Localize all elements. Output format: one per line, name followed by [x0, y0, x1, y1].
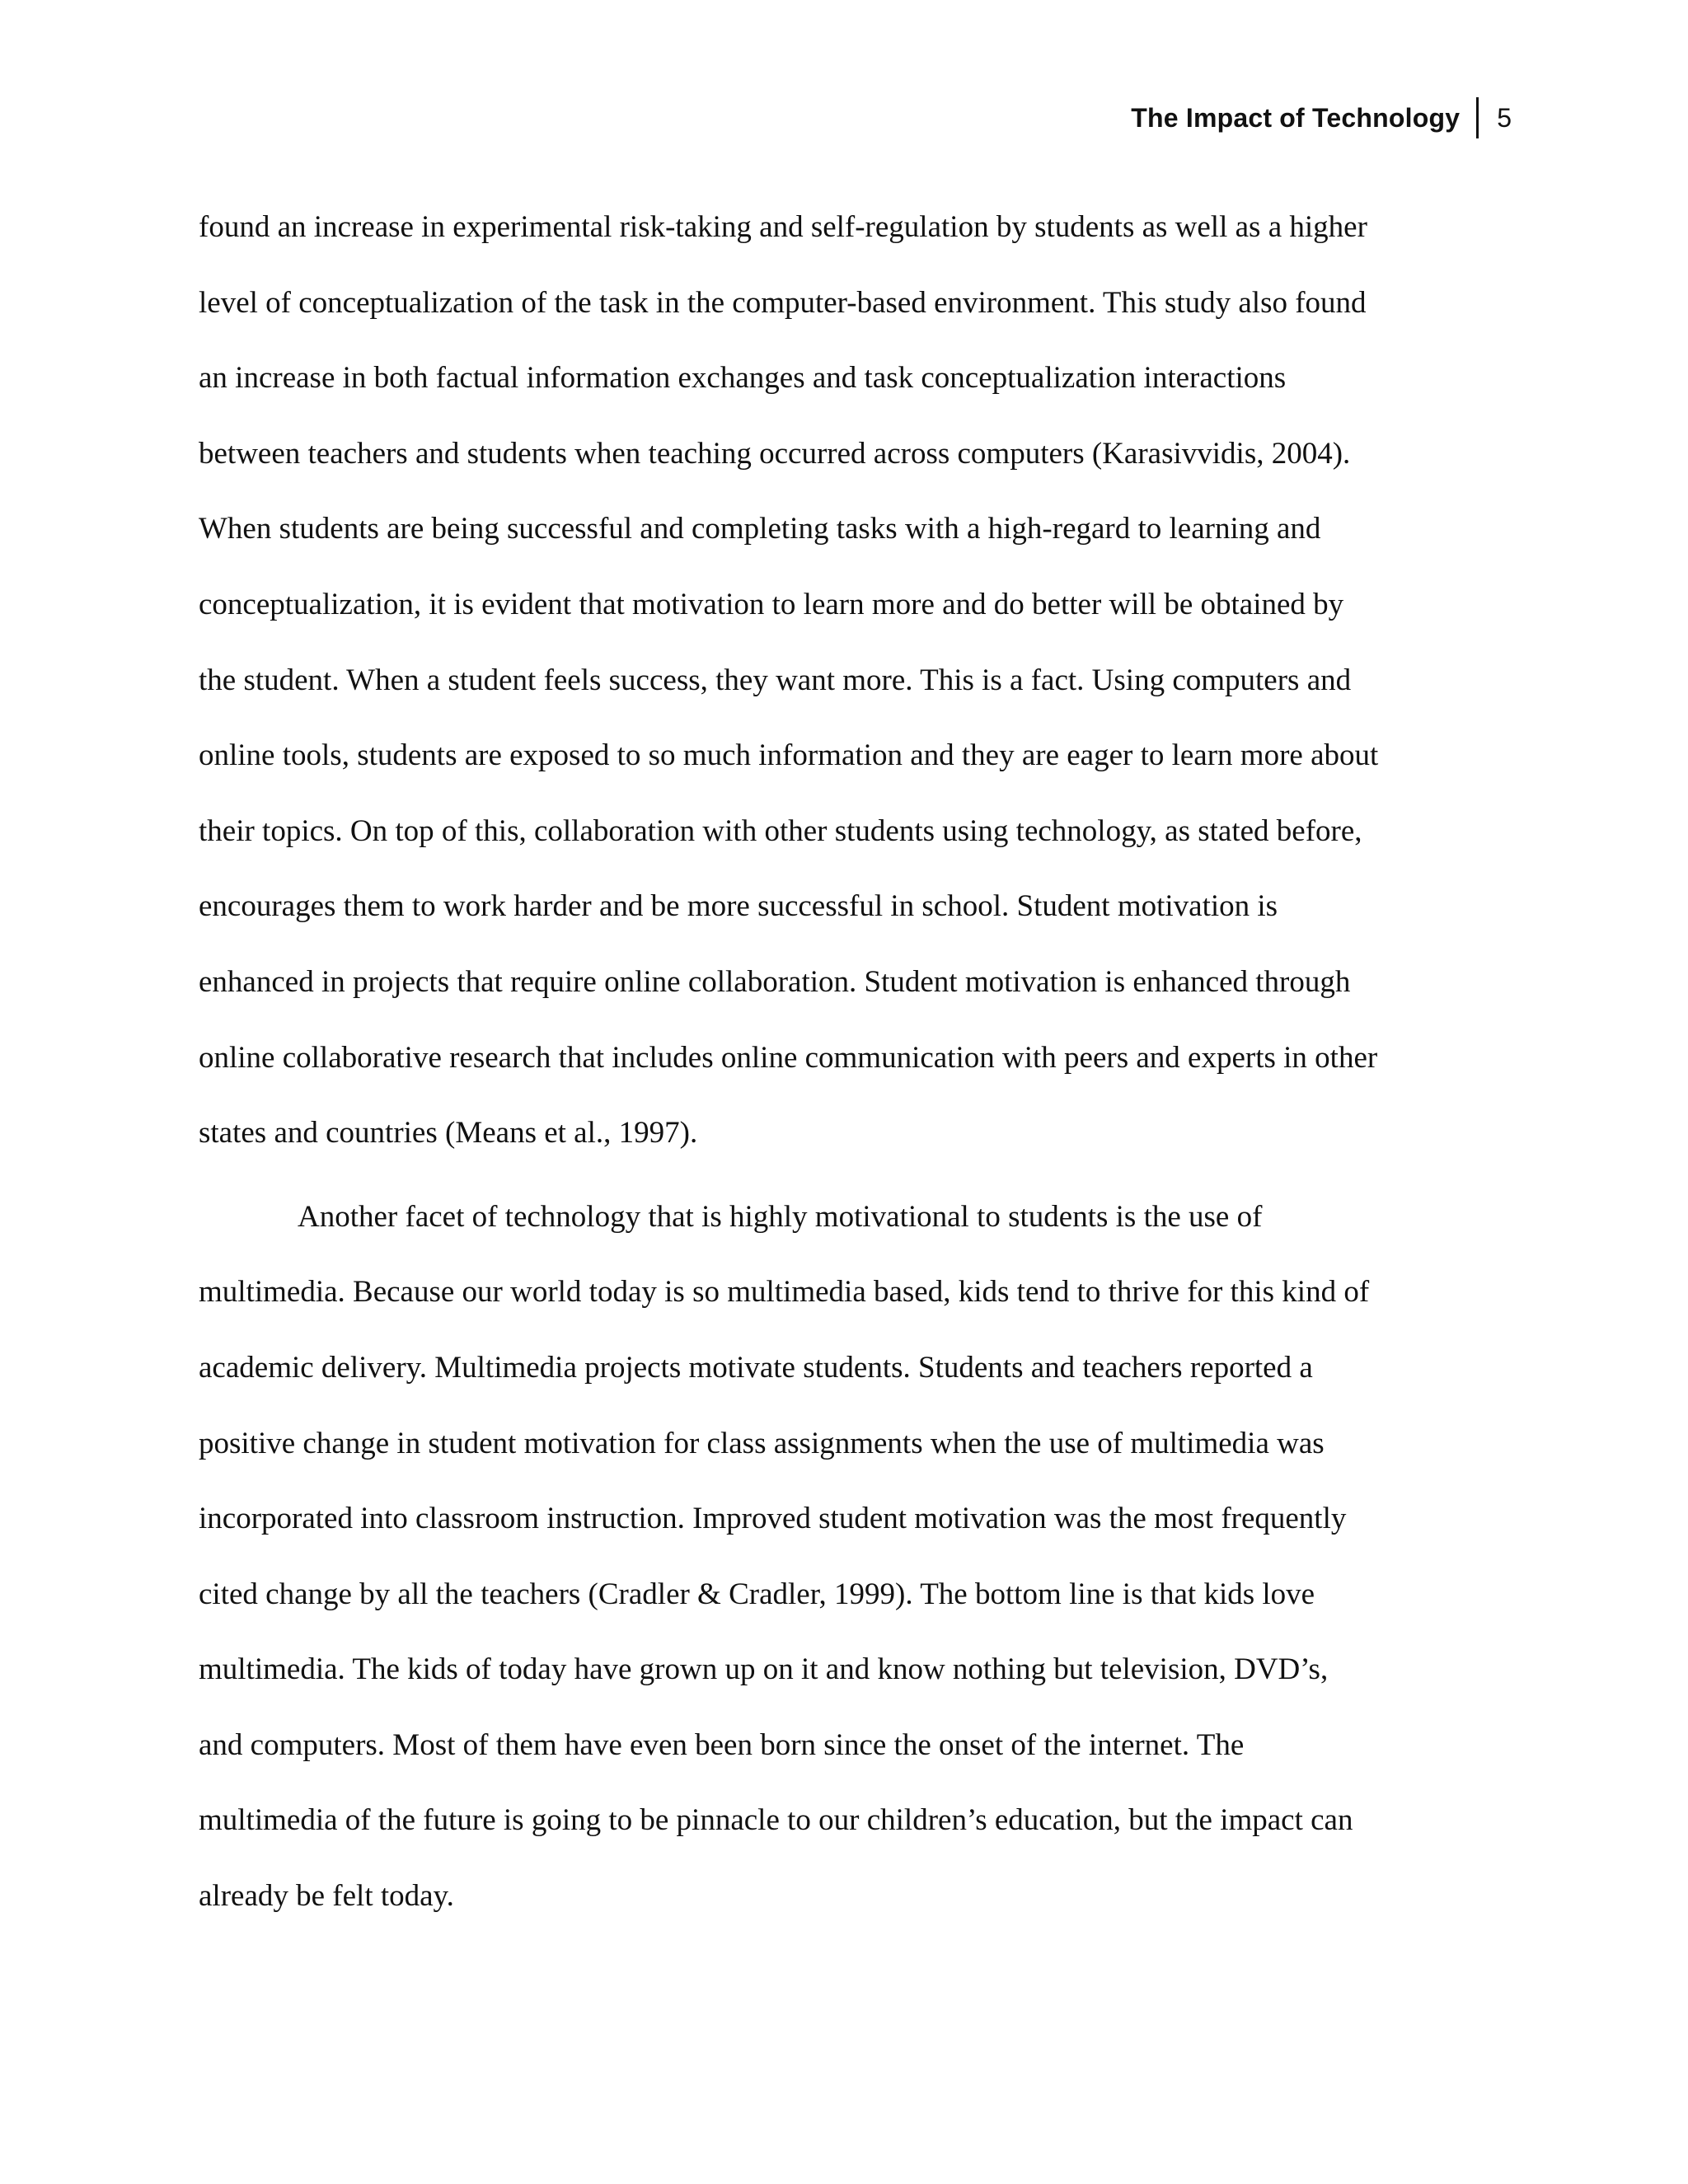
- text-line: When students are being successful and completing tasks with a high-regard to learning and: [199, 512, 1321, 546]
- text-line: academic delivery. Multimedia projects motivate students. Students and teachers reported a: [199, 1350, 1313, 1385]
- paragraph-spacer: [199, 1171, 1484, 1179]
- header-divider: [1476, 97, 1479, 138]
- text-line: states and countries (Means et al., 1997).: [199, 1116, 698, 1151]
- running-header: [1131, 97, 1512, 138]
- text-line: positive change in student motivation for class assignments when the use of multimedia was: [199, 1426, 1325, 1460]
- text-line: their topics. On top of this, collaboration with other students using technology, as stated before,: [199, 813, 1362, 848]
- text-line: multimedia of the future is going to be pinnacle to our children’s education, but the impact can: [199, 1803, 1353, 1838]
- text-line: cited change by all the teachers (Cradler & Cradler, 1999). The bottom line is that kids love: [199, 1577, 1315, 1611]
- text-line: the student. When a student feels success, they want more. This is a fact. Using computers and: [199, 663, 1352, 697]
- text-line: enhanced in projects that require online collaboration. Student motivation is enhanced through: [199, 964, 1351, 999]
- text-line: multimedia. The kids of today have grown up on it and know nothing but television, DVD’s,: [199, 1652, 1329, 1687]
- text-line: and computers. Most of them have even been born since the onset of the internet. The: [199, 1727, 1245, 1762]
- header-title: The Impact of Technology: [1131, 102, 1461, 133]
- text-line: an increase in both factual information exchanges and task conceptualization interactions: [199, 361, 1287, 396]
- text-line: level of conceptualization of the task in the computer-based environment. This study also found: [199, 285, 1367, 320]
- text-line: between teachers and students when teaching occurred across computers (Karasivvidis, 2004).: [199, 436, 1351, 471]
- text-line: encourages them to work harder and be more successful in school. Student motivation is: [199, 889, 1278, 924]
- text-line: already be felt today.: [199, 1879, 454, 1914]
- text-line: Another facet of technology that is highly motivational to students is the use of: [298, 1199, 1263, 1234]
- text-line: found an increase in experimental risk-taking and self-regulation by students as well as a higher: [199, 210, 1367, 244]
- text-line: conceptualization, it is evident that motivation to learn more and do better will be obtained by: [199, 587, 1344, 621]
- text-line: online tools, students are exposed to so much information and they are eager to learn more about: [199, 738, 1379, 773]
- document-body: [199, 190, 1484, 1934]
- paragraph-1: [199, 190, 1484, 1171]
- text-line: incorporated into classroom instruction. Improved student motivation was the most frequently: [199, 1502, 1347, 1536]
- paragraph-2: [199, 1179, 1484, 1934]
- page-number: 5: [1497, 102, 1512, 133]
- text-line: online collaborative research that includes online communication with peers and experts in other: [199, 1040, 1378, 1075]
- text-line: multimedia. Because our world today is so multimedia based, kids tend to thrive for this kind of: [199, 1275, 1370, 1310]
